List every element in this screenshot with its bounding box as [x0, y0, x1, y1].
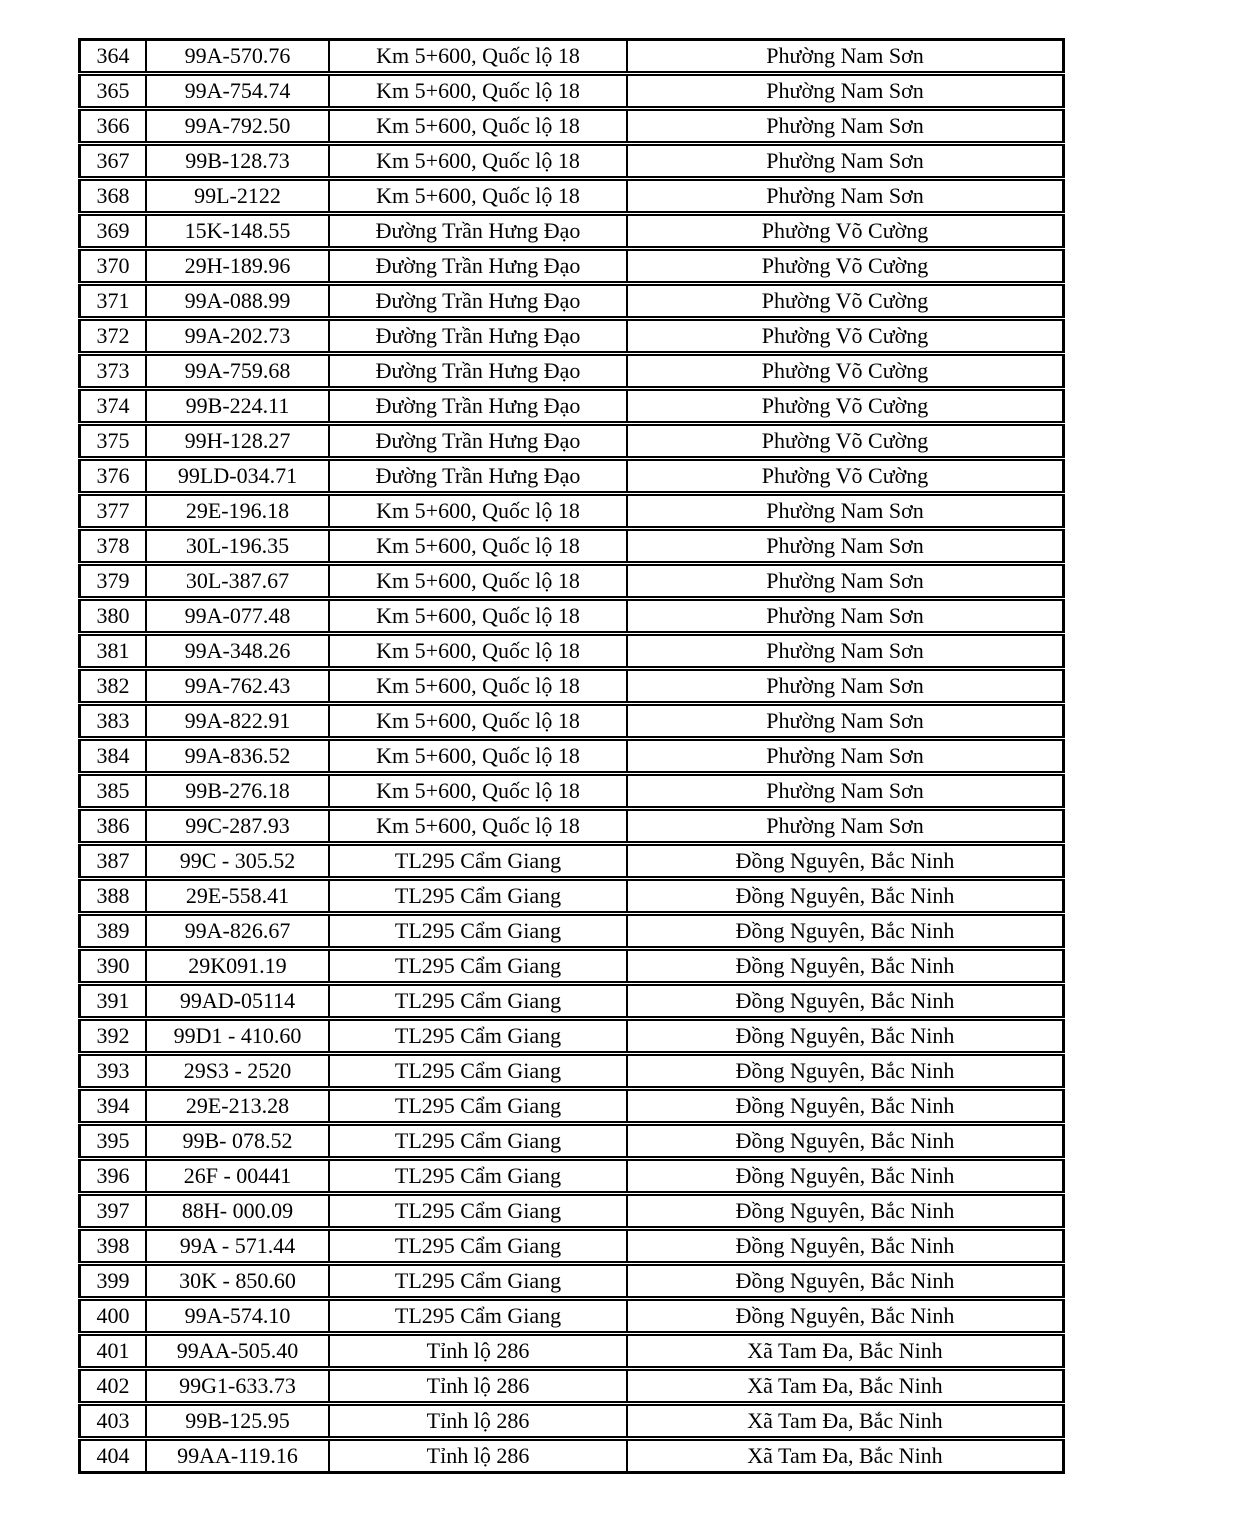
- street-cell: TL295 Cẩm Giang: [330, 844, 628, 878]
- ward-cell: Phường Nam Sơn: [628, 564, 1065, 598]
- plate-cell: 99C - 305.52: [147, 844, 330, 878]
- ward-cell: Đồng Nguyên, Bắc Ninh: [628, 879, 1065, 913]
- plate-cell: 99B-276.18: [147, 774, 330, 808]
- plate-cell: 29H-189.96: [147, 249, 330, 283]
- ward-cell: Phường Nam Sơn: [628, 774, 1065, 808]
- row-number-cell: 365: [78, 74, 147, 108]
- row-number-cell: 371: [78, 284, 147, 318]
- table-row: [78, 354, 1065, 388]
- table-row: [78, 494, 1065, 528]
- table-row: [78, 809, 1065, 843]
- table-row: [78, 1369, 1065, 1403]
- table-row: [78, 459, 1065, 493]
- ward-cell: Đồng Nguyên, Bắc Ninh: [628, 1229, 1065, 1263]
- plate-cell: 30L-387.67: [147, 564, 330, 598]
- street-cell: Tỉnh lộ 286: [330, 1334, 628, 1368]
- table-row: [78, 634, 1065, 668]
- row-number-cell: 386: [78, 809, 147, 843]
- row-number-cell: 369: [78, 214, 147, 248]
- row-number-cell: 373: [78, 354, 147, 388]
- table-row: [78, 599, 1065, 633]
- plate-cell: 99A-348.26: [147, 634, 330, 668]
- table-row: [78, 424, 1065, 458]
- ward-cell: Xã Tam Đa, Bắc Ninh: [628, 1334, 1065, 1368]
- row-number-cell: 389: [78, 914, 147, 948]
- table-row: [78, 1439, 1065, 1474]
- street-cell: Tỉnh lộ 286: [330, 1404, 628, 1438]
- ward-cell: Phường Võ Cường: [628, 424, 1065, 458]
- table-row: [78, 1404, 1065, 1438]
- row-number-cell: 385: [78, 774, 147, 808]
- ward-cell: Đồng Nguyên, Bắc Ninh: [628, 1299, 1065, 1333]
- plate-cell: 99A-088.99: [147, 284, 330, 318]
- street-cell: Đường Trần Hưng Đạo: [330, 249, 628, 283]
- plate-cell: 88H- 000.09: [147, 1194, 330, 1228]
- plate-cell: 26F - 00441: [147, 1159, 330, 1193]
- plate-cell: 29E-196.18: [147, 494, 330, 528]
- plate-cell: 99D1 - 410.60: [147, 1019, 330, 1053]
- street-cell: Km 5+600, Quốc lộ 18: [330, 494, 628, 528]
- table-row: [78, 38, 1065, 73]
- table-row: [78, 914, 1065, 948]
- row-number-cell: 364: [78, 38, 147, 73]
- street-cell: Km 5+600, Quốc lộ 18: [330, 38, 628, 73]
- street-cell: TL295 Cẩm Giang: [330, 1089, 628, 1123]
- table-row: [78, 1334, 1065, 1368]
- ward-cell: Xã Tam Đa, Bắc Ninh: [628, 1369, 1065, 1403]
- ward-cell: Đồng Nguyên, Bắc Ninh: [628, 844, 1065, 878]
- street-cell: Đường Trần Hưng Đạo: [330, 214, 628, 248]
- ward-cell: Phường Võ Cường: [628, 284, 1065, 318]
- ward-cell: Phường Võ Cường: [628, 459, 1065, 493]
- plate-cell: 29S3 - 2520: [147, 1054, 330, 1088]
- row-number-cell: 388: [78, 879, 147, 913]
- street-cell: Đường Trần Hưng Đạo: [330, 284, 628, 318]
- row-number-cell: 375: [78, 424, 147, 458]
- plate-cell: 30L-196.35: [147, 529, 330, 563]
- table-row: [78, 1054, 1065, 1088]
- plate-cell: 99A-792.50: [147, 109, 330, 143]
- row-number-cell: 368: [78, 179, 147, 213]
- street-cell: TL295 Cẩm Giang: [330, 1194, 628, 1228]
- ward-cell: Phường Nam Sơn: [628, 809, 1065, 843]
- plate-cell: 99H-128.27: [147, 424, 330, 458]
- ward-cell: Đồng Nguyên, Bắc Ninh: [628, 914, 1065, 948]
- ward-cell: Phường Nam Sơn: [628, 74, 1065, 108]
- plate-cell: 99B- 078.52: [147, 1124, 330, 1158]
- table-row: [78, 669, 1065, 703]
- table-row: [78, 319, 1065, 353]
- plate-cell: 99A-570.76: [147, 38, 330, 73]
- row-number-cell: 401: [78, 1334, 147, 1368]
- plates-table-body: [78, 38, 1065, 1474]
- ward-cell: Đồng Nguyên, Bắc Ninh: [628, 1194, 1065, 1228]
- street-cell: TL295 Cẩm Giang: [330, 984, 628, 1018]
- street-cell: Km 5+600, Quốc lộ 18: [330, 144, 628, 178]
- street-cell: Km 5+600, Quốc lộ 18: [330, 809, 628, 843]
- street-cell: Đường Trần Hưng Đạo: [330, 354, 628, 388]
- table-row: [78, 1019, 1065, 1053]
- plate-cell: 99A-202.73: [147, 319, 330, 353]
- row-number-cell: 398: [78, 1229, 147, 1263]
- plate-cell: 30K - 850.60: [147, 1264, 330, 1298]
- ward-cell: Xã Tam Đa, Bắc Ninh: [628, 1404, 1065, 1438]
- ward-cell: Phường Nam Sơn: [628, 599, 1065, 633]
- row-number-cell: 387: [78, 844, 147, 878]
- street-cell: Km 5+600, Quốc lộ 18: [330, 739, 628, 773]
- plate-cell: 29E-558.41: [147, 879, 330, 913]
- row-number-cell: 390: [78, 949, 147, 983]
- plate-cell: 99AD-05114: [147, 984, 330, 1018]
- row-number-cell: 403: [78, 1404, 147, 1438]
- table-row: [78, 879, 1065, 913]
- street-cell: Km 5+600, Quốc lộ 18: [330, 704, 628, 738]
- row-number-cell: 396: [78, 1159, 147, 1193]
- row-number-cell: 384: [78, 739, 147, 773]
- row-number-cell: 394: [78, 1089, 147, 1123]
- table-row: [78, 109, 1065, 143]
- plate-cell: 99A-826.67: [147, 914, 330, 948]
- table-row: [78, 214, 1065, 248]
- table-row: [78, 704, 1065, 738]
- ward-cell: Phường Nam Sơn: [628, 144, 1065, 178]
- ward-cell: Phường Nam Sơn: [628, 179, 1065, 213]
- row-number-cell: 372: [78, 319, 147, 353]
- street-cell: Đường Trần Hưng Đạo: [330, 459, 628, 493]
- street-cell: Km 5+600, Quốc lộ 18: [330, 529, 628, 563]
- ward-cell: Phường Võ Cường: [628, 354, 1065, 388]
- ward-cell: Phường Võ Cường: [628, 214, 1065, 248]
- street-cell: Tỉnh lộ 286: [330, 1369, 628, 1403]
- table-row: [78, 284, 1065, 318]
- row-number-cell: 374: [78, 389, 147, 423]
- street-cell: TL295 Cẩm Giang: [330, 1019, 628, 1053]
- ward-cell: Phường Nam Sơn: [628, 634, 1065, 668]
- street-cell: TL295 Cẩm Giang: [330, 949, 628, 983]
- plate-cell: 99AA-119.16: [147, 1439, 330, 1474]
- table-row: [78, 1194, 1065, 1228]
- street-cell: TL295 Cẩm Giang: [330, 1054, 628, 1088]
- street-cell: TL295 Cẩm Giang: [330, 1159, 628, 1193]
- plate-cell: 99A-836.52: [147, 739, 330, 773]
- ward-cell: Phường Nam Sơn: [628, 494, 1065, 528]
- table-row: [78, 949, 1065, 983]
- table-row: [78, 1229, 1065, 1263]
- ward-cell: Phường Nam Sơn: [628, 38, 1065, 73]
- table-row: [78, 984, 1065, 1018]
- street-cell: Đường Trần Hưng Đạo: [330, 389, 628, 423]
- plate-cell: 99A-759.68: [147, 354, 330, 388]
- ward-cell: Đồng Nguyên, Bắc Ninh: [628, 1159, 1065, 1193]
- ward-cell: Đồng Nguyên, Bắc Ninh: [628, 1089, 1065, 1123]
- row-number-cell: 392: [78, 1019, 147, 1053]
- row-number-cell: 393: [78, 1054, 147, 1088]
- table-row: [78, 1264, 1065, 1298]
- street-cell: Đường Trần Hưng Đạo: [330, 424, 628, 458]
- street-cell: Km 5+600, Quốc lộ 18: [330, 179, 628, 213]
- plate-cell: 99A-077.48: [147, 599, 330, 633]
- row-number-cell: 378: [78, 529, 147, 563]
- row-number-cell: 395: [78, 1124, 147, 1158]
- row-number-cell: 376: [78, 459, 147, 493]
- plate-cell: 29K091.19: [147, 949, 330, 983]
- row-number-cell: 380: [78, 599, 147, 633]
- ward-cell: Phường Nam Sơn: [628, 704, 1065, 738]
- table-row: [78, 1159, 1065, 1193]
- row-number-cell: 379: [78, 564, 147, 598]
- table-row: [78, 249, 1065, 283]
- vehicle-plate-table: [78, 37, 1065, 1475]
- table-row: [78, 529, 1065, 563]
- plate-cell: 99A-762.43: [147, 669, 330, 703]
- street-cell: TL295 Cẩm Giang: [330, 1124, 628, 1158]
- row-number-cell: 383: [78, 704, 147, 738]
- row-number-cell: 397: [78, 1194, 147, 1228]
- table-row: [78, 1299, 1065, 1333]
- street-cell: Đường Trần Hưng Đạo: [330, 319, 628, 353]
- table-row: [78, 1089, 1065, 1123]
- table-row: [78, 774, 1065, 808]
- plate-cell: 29E-213.28: [147, 1089, 330, 1123]
- row-number-cell: 404: [78, 1439, 147, 1474]
- ward-cell: Đồng Nguyên, Bắc Ninh: [628, 1019, 1065, 1053]
- plate-cell: 15K-148.55: [147, 214, 330, 248]
- plate-cell: 99L-2122: [147, 179, 330, 213]
- plate-cell: 99B-128.73: [147, 144, 330, 178]
- row-number-cell: 370: [78, 249, 147, 283]
- street-cell: Km 5+600, Quốc lộ 18: [330, 564, 628, 598]
- ward-cell: Phường Nam Sơn: [628, 109, 1065, 143]
- plate-cell: 99AA-505.40: [147, 1334, 330, 1368]
- ward-cell: Phường Võ Cường: [628, 319, 1065, 353]
- street-cell: Km 5+600, Quốc lộ 18: [330, 774, 628, 808]
- row-number-cell: 366: [78, 109, 147, 143]
- ward-cell: Phường Võ Cường: [628, 389, 1065, 423]
- table-row: [78, 179, 1065, 213]
- ward-cell: Phường Nam Sơn: [628, 529, 1065, 563]
- table-row: [78, 739, 1065, 773]
- plate-cell: 99A-822.91: [147, 704, 330, 738]
- row-number-cell: 367: [78, 144, 147, 178]
- ward-cell: Phường Nam Sơn: [628, 739, 1065, 773]
- row-number-cell: 382: [78, 669, 147, 703]
- ward-cell: Đồng Nguyên, Bắc Ninh: [628, 1264, 1065, 1298]
- street-cell: Km 5+600, Quốc lộ 18: [330, 74, 628, 108]
- street-cell: TL295 Cẩm Giang: [330, 1264, 628, 1298]
- row-number-cell: 391: [78, 984, 147, 1018]
- street-cell: TL295 Cẩm Giang: [330, 1229, 628, 1263]
- table-row: [78, 564, 1065, 598]
- row-number-cell: 400: [78, 1299, 147, 1333]
- street-cell: Km 5+600, Quốc lộ 18: [330, 109, 628, 143]
- ward-cell: Đồng Nguyên, Bắc Ninh: [628, 1054, 1065, 1088]
- ward-cell: Đồng Nguyên, Bắc Ninh: [628, 1124, 1065, 1158]
- ward-cell: Phường Nam Sơn: [628, 669, 1065, 703]
- ward-cell: Phường Võ Cường: [628, 249, 1065, 283]
- table-row: [78, 74, 1065, 108]
- street-cell: Tỉnh lộ 286: [330, 1439, 628, 1474]
- ward-cell: Xã Tam Đa, Bắc Ninh: [628, 1439, 1065, 1474]
- table-row: [78, 389, 1065, 423]
- street-cell: Km 5+600, Quốc lộ 18: [330, 669, 628, 703]
- plate-cell: 99G1-633.73: [147, 1369, 330, 1403]
- plate-cell: 99A - 571.44: [147, 1229, 330, 1263]
- plate-cell: 99C-287.93: [147, 809, 330, 843]
- ward-cell: Đồng Nguyên, Bắc Ninh: [628, 984, 1065, 1018]
- street-cell: TL295 Cẩm Giang: [330, 879, 628, 913]
- street-cell: TL295 Cẩm Giang: [330, 1299, 628, 1333]
- table-row: [78, 144, 1065, 178]
- row-number-cell: 381: [78, 634, 147, 668]
- plate-cell: 99B-224.11: [147, 389, 330, 423]
- street-cell: Km 5+600, Quốc lộ 18: [330, 634, 628, 668]
- row-number-cell: 399: [78, 1264, 147, 1298]
- table-row: [78, 844, 1065, 878]
- plate-cell: 99A-754.74: [147, 74, 330, 108]
- street-cell: Km 5+600, Quốc lộ 18: [330, 599, 628, 633]
- plate-cell: 99B-125.95: [147, 1404, 330, 1438]
- vehicle-plate-table-container: [78, 37, 1065, 1475]
- row-number-cell: 402: [78, 1369, 147, 1403]
- row-number-cell: 377: [78, 494, 147, 528]
- ward-cell: Đồng Nguyên, Bắc Ninh: [628, 949, 1065, 983]
- street-cell: TL295 Cẩm Giang: [330, 914, 628, 948]
- table-row: [78, 1124, 1065, 1158]
- plate-cell: 99LD-034.71: [147, 459, 330, 493]
- plate-cell: 99A-574.10: [147, 1299, 330, 1333]
